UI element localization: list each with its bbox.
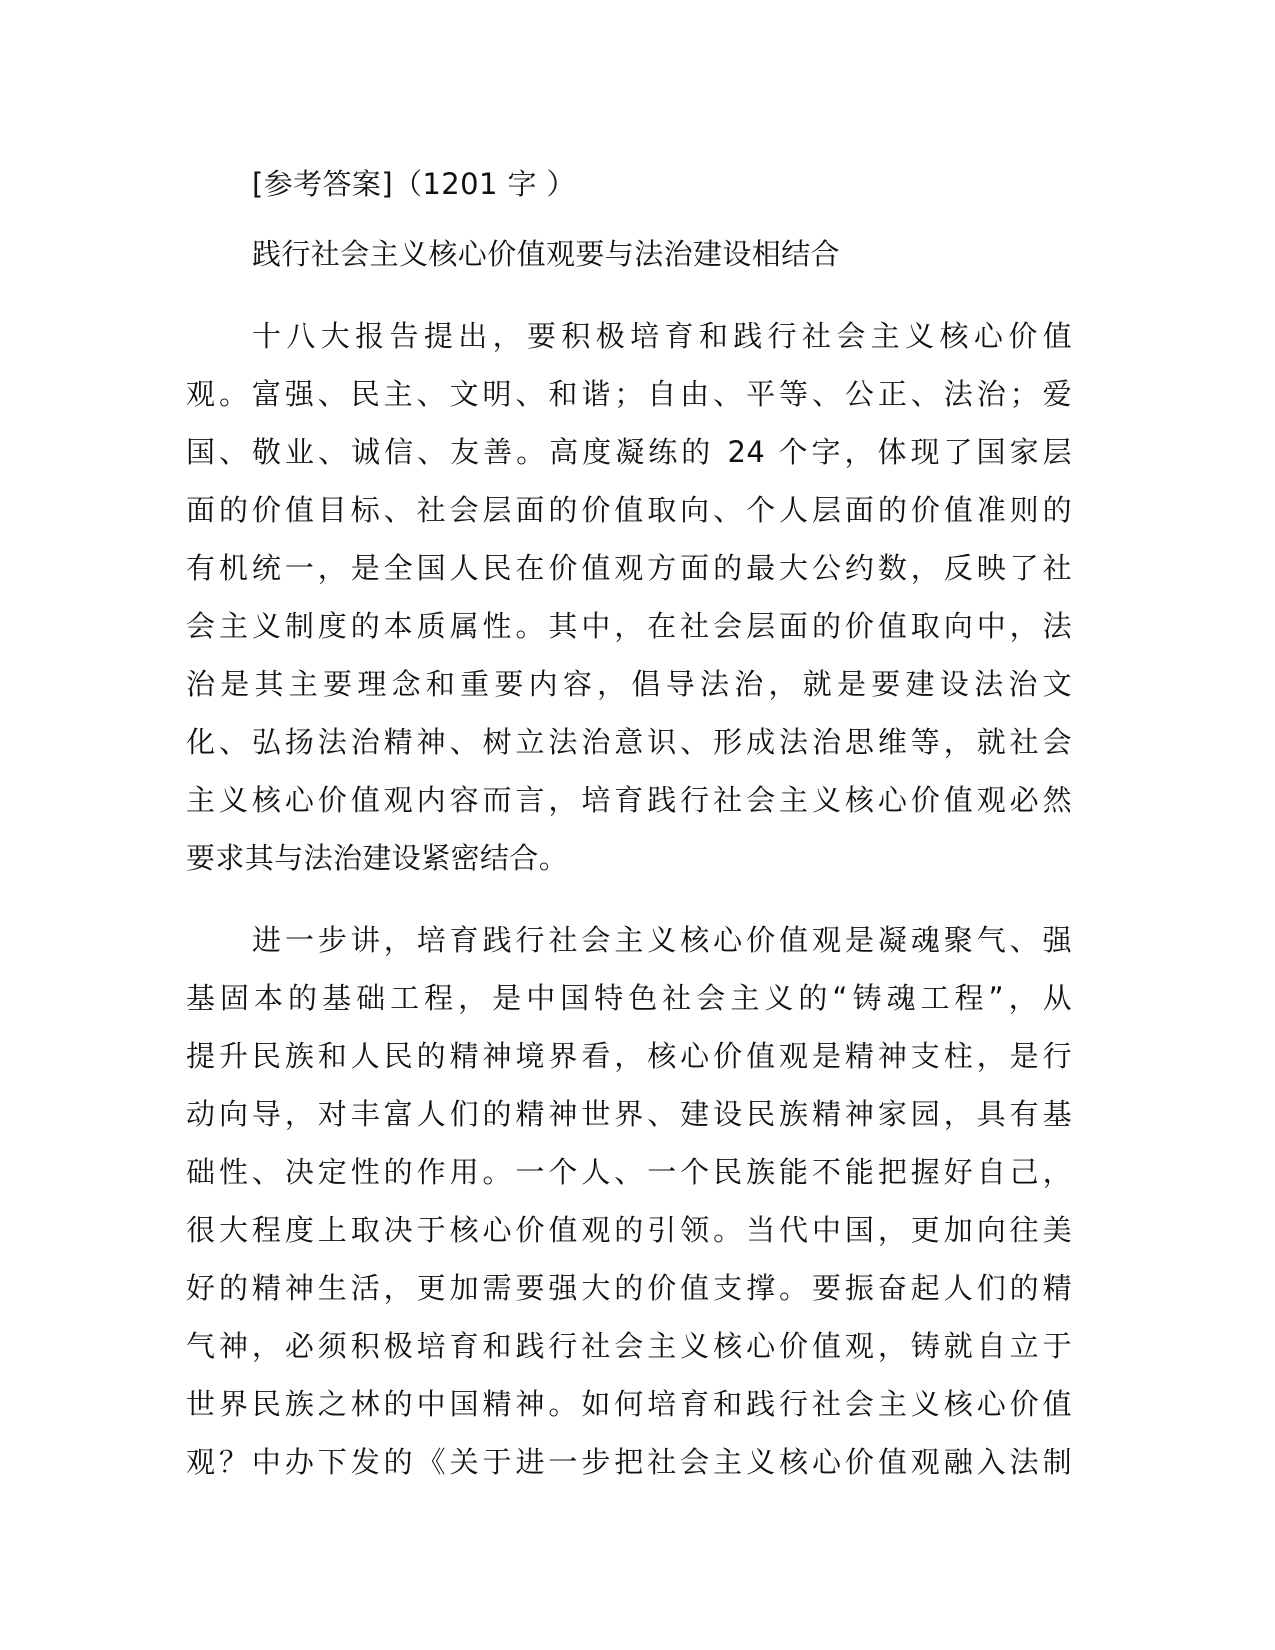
paragraph-line: 气神，必须积极培育和践行社会主义核心价值观，铸就自立于 xyxy=(186,1329,1072,1363)
paragraph-line: 提升民族和人民的精神境界看，核心价值观是精神支柱，是行 xyxy=(186,1039,1072,1073)
paragraph-line: 观。富强、民主、文明、和谐；自由、平等、公正、法治；爱 xyxy=(186,377,1072,411)
paragraph-line: 动向导，对丰富人们的精神世界、建设民族精神家园，具有基 xyxy=(186,1097,1072,1131)
paragraph-line: 面的价值目标、社会层面的价值取向、个人层面的价值准则的 xyxy=(186,493,1072,527)
paragraph-line: 要求其与法治建设紧密结合。 xyxy=(186,841,569,875)
paragraph-line: 世界民族之林的中国精神。如何培育和践行社会主义核心价值 xyxy=(186,1387,1072,1421)
paragraph-line: 观？中办下发的《关于进一步把社会主义核心价值观融入法制 xyxy=(186,1445,1072,1479)
paragraph-2 xyxy=(186,911,1072,1491)
paragraph-line: 国、敬业、诚信、友善。高度凝练的 24 个字，体现了国家层 xyxy=(186,435,1072,469)
paragraph-line: 础性、决定性的作用。一个人、一个民族能不能把握好自己， xyxy=(186,1155,1072,1189)
paragraph-line: 好的精神生活，更加需要强大的价值支撑。要振奋起人们的精 xyxy=(186,1271,1072,1305)
paragraph-line: 化、弘扬法治精神、树立法治意识、形成法治思维等，就社会 xyxy=(186,725,1072,759)
paragraph-line: 会主义制度的本质属性。其中，在社会层面的价值取向中，法 xyxy=(186,609,1072,643)
document-page xyxy=(186,155,1072,1491)
paragraph-line: 有机统一，是全国人民在价值观方面的最大公约数，反映了社 xyxy=(186,551,1072,585)
paragraph-line: 主义核心价值观内容而言，培育践行社会主义核心价值观必然 xyxy=(186,783,1072,817)
paragraph-1 xyxy=(186,307,1072,887)
paragraph-line: 十八大报告提出，要积极培育和践行社会主义核心价值 xyxy=(252,319,1072,353)
paragraph-line: 基固本的基础工程，是中国特色社会主义的“铸魂工程”，从 xyxy=(186,981,1072,1015)
paragraph-line: 很大程度上取决于核心价值观的引领。当代中国，更加向往美 xyxy=(186,1213,1072,1247)
answer-header: [参考答案]（1201 字 ） xyxy=(252,167,576,201)
paragraph-line: 进一步讲，培育践行社会主义核心价值观是凝魂聚气、强 xyxy=(252,923,1072,957)
essay-title: 践行社会主义核心价值观要与法治建设相结合 xyxy=(252,237,841,271)
paragraph-line: 治是其主要理念和重要内容，倡导法治，就是要建设法治文 xyxy=(186,667,1072,701)
